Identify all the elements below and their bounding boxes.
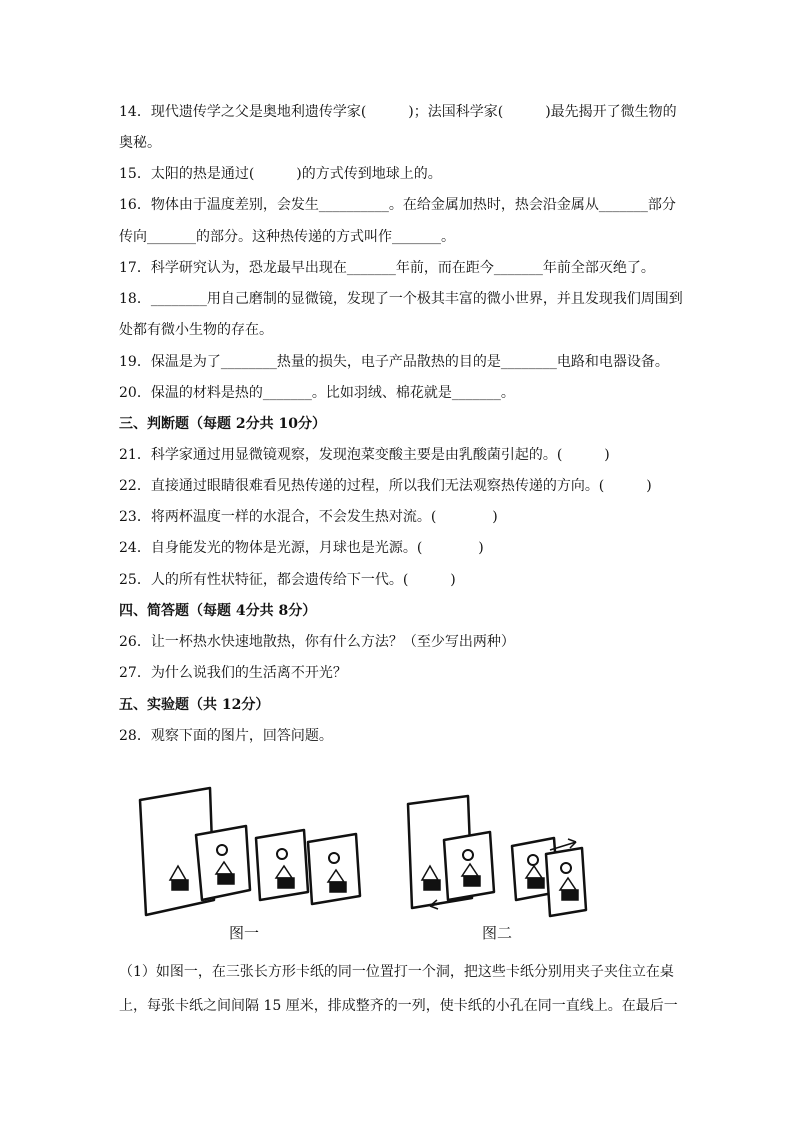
- line-q17: 17．科学研究认为，恐龙最早出现在_______年前，而在距今_______年前全部灭绝了。: [119, 260, 655, 276]
- line-q28-1-a: （1）如图一，在三张长方形卡纸的同一位置打一个洞，把这些卡纸分别用夹子夹住立在桌: [119, 964, 674, 980]
- line-q28: 28．观察下面的图片，回答问题。: [119, 728, 333, 744]
- figure-1-caption: 图一: [229, 924, 260, 942]
- line-q21: 21．科学家通过用显微镜观察，发现泡菜变酸主要是由乳酸菌引起的。( ): [119, 447, 610, 463]
- line-q25: 25．人的所有性状特征，都会遗传给下一代。( ): [119, 572, 456, 588]
- line-q23: 23．将两杯温度一样的水混合，不会发生热对流。( ): [119, 509, 498, 525]
- figure-2-caption: 图二: [482, 924, 513, 942]
- line-q15: 15．太阳的热是通过( )的方式传到地球上的。: [119, 166, 442, 182]
- experiment-figure: [130, 780, 600, 920]
- line-q16-b: 传向_______的部分。这种热传递的方式叫作_______。: [119, 229, 455, 245]
- line-q14-a: 14．现代遗传学之父是奥地利遗传学家( )；法国科学家( )最先揭开了微生物的: [119, 104, 677, 120]
- section-heading-short-answer: 四、简答题（每题 4分共 8分）: [119, 603, 317, 619]
- line-q22: 22．直接通过眼睛很难看见热传递的过程，所以我们无法观察热传递的方向。( ): [119, 478, 652, 494]
- section-heading-judgement: 三、判断题（每题 2分共 10分）: [119, 416, 326, 432]
- line-q16-a: 16．物体由于温度差别，会发生__________。在给金属加热时，热会沿金属从_______部分: [119, 197, 676, 213]
- line-q28-1-b: 上，每张卡纸之间间隔 15 厘米，排成整齐的一列，使卡纸的小孔在同一直线上。在最后一: [119, 998, 678, 1014]
- line-q24: 24．自身能发光的物体是光源，月球也是光源。( ): [119, 540, 484, 556]
- line-q20: 20．保温的材料是热的_______。比如羽绒、棉花就是_______。: [119, 385, 515, 401]
- fig1-card-3: [308, 834, 360, 904]
- line-q27: 27．为什么说我们的生活离不开光？: [119, 665, 347, 681]
- line-q18-b: 处都有微小生物的存在。: [119, 322, 273, 338]
- line-q18-a: 18．________用自己磨制的显微镜，发现了一个极其丰富的微小世界，并且发现我们周围到: [119, 291, 683, 307]
- fig1-card-2: [256, 830, 308, 900]
- line-q14-b: 奥秘。: [119, 135, 161, 151]
- section-heading-experiment: 五、实验题（共 12分）: [119, 697, 270, 713]
- line-q19: 19．保温是为了________热量的损失，电子产品散热的目的是________电路和电器设备。: [119, 354, 669, 370]
- line-q26: 26．让一杯热水快速地散热，你有什么方法？（至少写出两种）: [119, 634, 515, 650]
